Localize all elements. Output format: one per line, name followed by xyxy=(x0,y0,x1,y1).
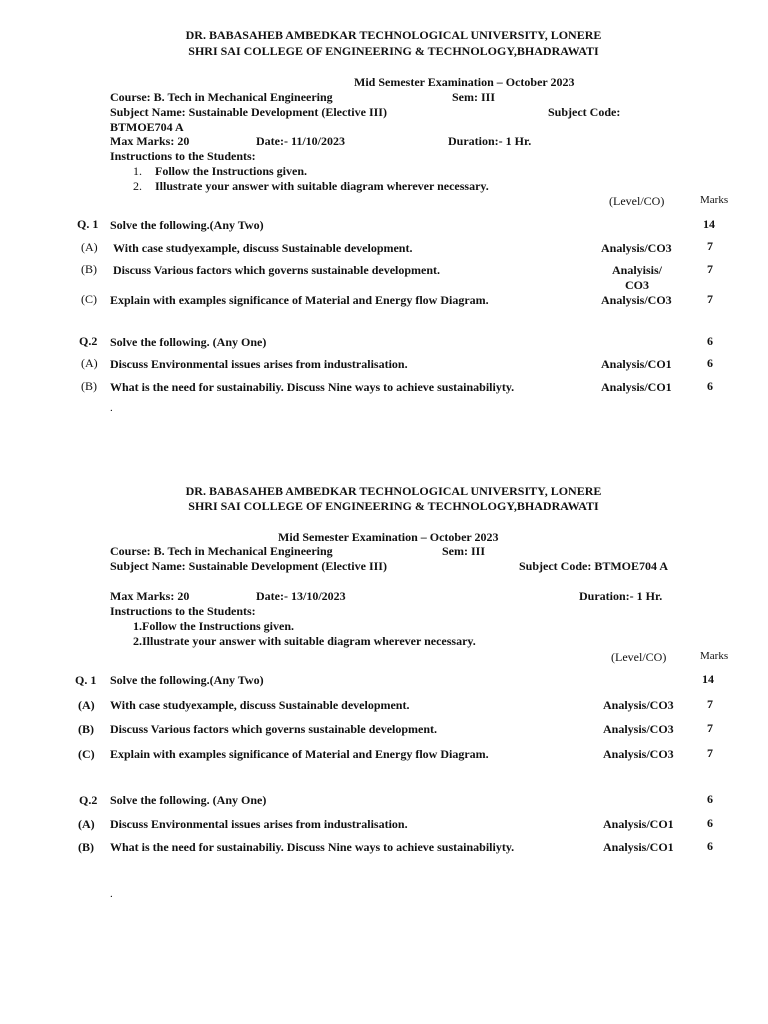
part-text: With case studyexample, discuss Sustainable development. xyxy=(110,698,410,712)
part-text: What is the need for sustainabiliy. Discuss Nine ways to achieve sustainabiliyty. xyxy=(110,840,515,854)
part-level: Analysis/CO3 xyxy=(603,722,674,736)
instruction-item: Follow the Instructions given. xyxy=(155,164,308,178)
exam-date: Date:- 11/10/2023 xyxy=(256,134,345,148)
part-label: (A) xyxy=(78,698,95,712)
subject-name: Subject Name: Sustainable Development (Elective III) xyxy=(110,105,387,119)
instruction-item: Illustrate your answer with suitable diagram wherever necessary. xyxy=(155,179,489,193)
part-level: Analysis/CO1 xyxy=(601,357,672,371)
part-label: (B) xyxy=(78,722,94,736)
question-marks: 14 xyxy=(702,672,714,686)
instruction-number: 1. xyxy=(133,164,142,178)
part-marks: 6 xyxy=(707,356,713,370)
part-marks: 6 xyxy=(707,839,713,853)
semester: Sem: III xyxy=(452,90,496,104)
question-marks: 6 xyxy=(707,792,713,806)
question-text: Solve the following. (Any One) xyxy=(110,335,267,349)
part-level: Analysis/CO3 xyxy=(603,747,674,761)
part-text: Discuss Environmental issues arises from industralisation. xyxy=(110,817,408,831)
part-text: With case studyexample, discuss Sustainable development. xyxy=(113,241,413,255)
question-number: Q.2 xyxy=(79,793,98,807)
level-co-header: (Level/CO) xyxy=(609,194,665,208)
part-text: Discuss Various factors which governs sustainable development. xyxy=(110,722,438,736)
semester: Sem: III xyxy=(442,544,486,558)
part-level: Analysis/CO1 xyxy=(603,817,674,831)
end-mark: . xyxy=(110,402,113,414)
question-marks: 6 xyxy=(707,334,713,348)
part-text: Explain with examples significance of Material and Energy flow Diagram. xyxy=(110,293,489,307)
max-marks: Max Marks: 20 xyxy=(110,134,190,148)
part-label: (C) xyxy=(78,747,95,761)
part-level: Analyisis/ xyxy=(612,263,663,277)
marks-header: Marks xyxy=(700,650,729,662)
level-co-header: (Level/CO) xyxy=(611,650,667,664)
subject-code: Subject Code: BTMOE704 A xyxy=(519,559,669,573)
part-text: Discuss Various factors which governs sustainable development. xyxy=(113,263,441,277)
duration: Duration:- 1 Hr. xyxy=(448,134,532,148)
part-text: Discuss Environmental issues arises from industralisation. xyxy=(110,357,408,371)
question-number: Q.2 xyxy=(79,334,98,348)
part-marks: 7 xyxy=(707,239,713,253)
college-heading: SHRI SAI COLLEGE OF ENGINEERING & TECHNOLOGY,BHADRAWATI xyxy=(188,44,599,58)
question-text: Solve the following. (Any One) xyxy=(110,793,267,807)
subject-code-label: Subject Code: xyxy=(548,105,621,119)
part-marks: 7 xyxy=(707,746,713,760)
part-marks: 6 xyxy=(707,816,713,830)
university-heading: DR. BABASAHEB AMBEDKAR TECHNOLOGICAL UNIVERSITY, LONERE xyxy=(185,28,602,42)
subject-name: Subject Name: Sustainable Development (Elective III) xyxy=(110,559,387,573)
part-marks: 7 xyxy=(707,292,713,306)
part-level: Analysis/CO3 xyxy=(603,698,674,712)
marks-header: Marks xyxy=(700,194,729,206)
part-label: (B) xyxy=(81,379,97,393)
question-text: Solve the following.(Any Two) xyxy=(110,218,264,232)
part-marks: 7 xyxy=(707,697,713,711)
part-text: Explain with examples significance of Material and Energy flow Diagram. xyxy=(110,747,489,761)
part-level: CO3 xyxy=(625,278,649,292)
part-text: What is the need for sustainabiliy. Discuss Nine ways to achieve sustainabiliyty. xyxy=(110,380,515,394)
college-heading: SHRI SAI COLLEGE OF ENGINEERING & TECHNOLOGY,BHADRAWATI xyxy=(188,499,599,513)
question-text: Solve the following.(Any Two) xyxy=(110,673,264,687)
instructions-title: Instructions to the Students: xyxy=(110,604,256,618)
part-level: Analysis/CO3 xyxy=(601,293,672,307)
subject-code: BTMOE704 A xyxy=(110,120,184,134)
end-mark: . xyxy=(110,888,113,900)
instruction-number: 2. xyxy=(133,179,142,193)
university-heading: DR. BABASAHEB AMBEDKAR TECHNOLOGICAL UNIVERSITY, LONERE xyxy=(185,484,602,498)
part-label: (C) xyxy=(81,292,97,306)
exam-title: Mid Semester Examination – October 2023 xyxy=(278,530,499,544)
exam-date: Date:- 13/10/2023 xyxy=(256,589,346,603)
question-number: Q. 1 xyxy=(75,673,97,687)
exam-title: Mid Semester Examination – October 2023 xyxy=(354,75,575,89)
question-number: Q. 1 xyxy=(77,217,99,231)
part-level: Analysis/CO1 xyxy=(601,380,672,394)
part-label: (B) xyxy=(78,840,94,854)
duration: Duration:- 1 Hr. xyxy=(579,589,663,603)
part-marks: 6 xyxy=(707,379,713,393)
part-level: Analysis/CO3 xyxy=(601,241,672,255)
instruction-item: 1.Follow the Instructions given. xyxy=(133,619,295,633)
part-marks: 7 xyxy=(707,262,713,276)
part-label: (B) xyxy=(81,262,97,276)
course-line: Course: B. Tech in Mechanical Engineering xyxy=(110,544,333,558)
part-marks: 7 xyxy=(707,721,713,735)
course-line: Course: B. Tech in Mechanical Engineering xyxy=(110,90,333,104)
part-level: Analysis/CO1 xyxy=(603,840,674,854)
part-label: (A) xyxy=(81,240,98,254)
max-marks: Max Marks: 20 xyxy=(110,589,190,603)
question-marks: 14 xyxy=(703,217,715,231)
part-label: (A) xyxy=(78,817,95,831)
instructions-title: Instructions to the Students: xyxy=(110,149,256,163)
instruction-item: 2.Illustrate your answer with suitable diagram wherever necessary. xyxy=(133,634,476,648)
part-label: (A) xyxy=(81,356,98,370)
